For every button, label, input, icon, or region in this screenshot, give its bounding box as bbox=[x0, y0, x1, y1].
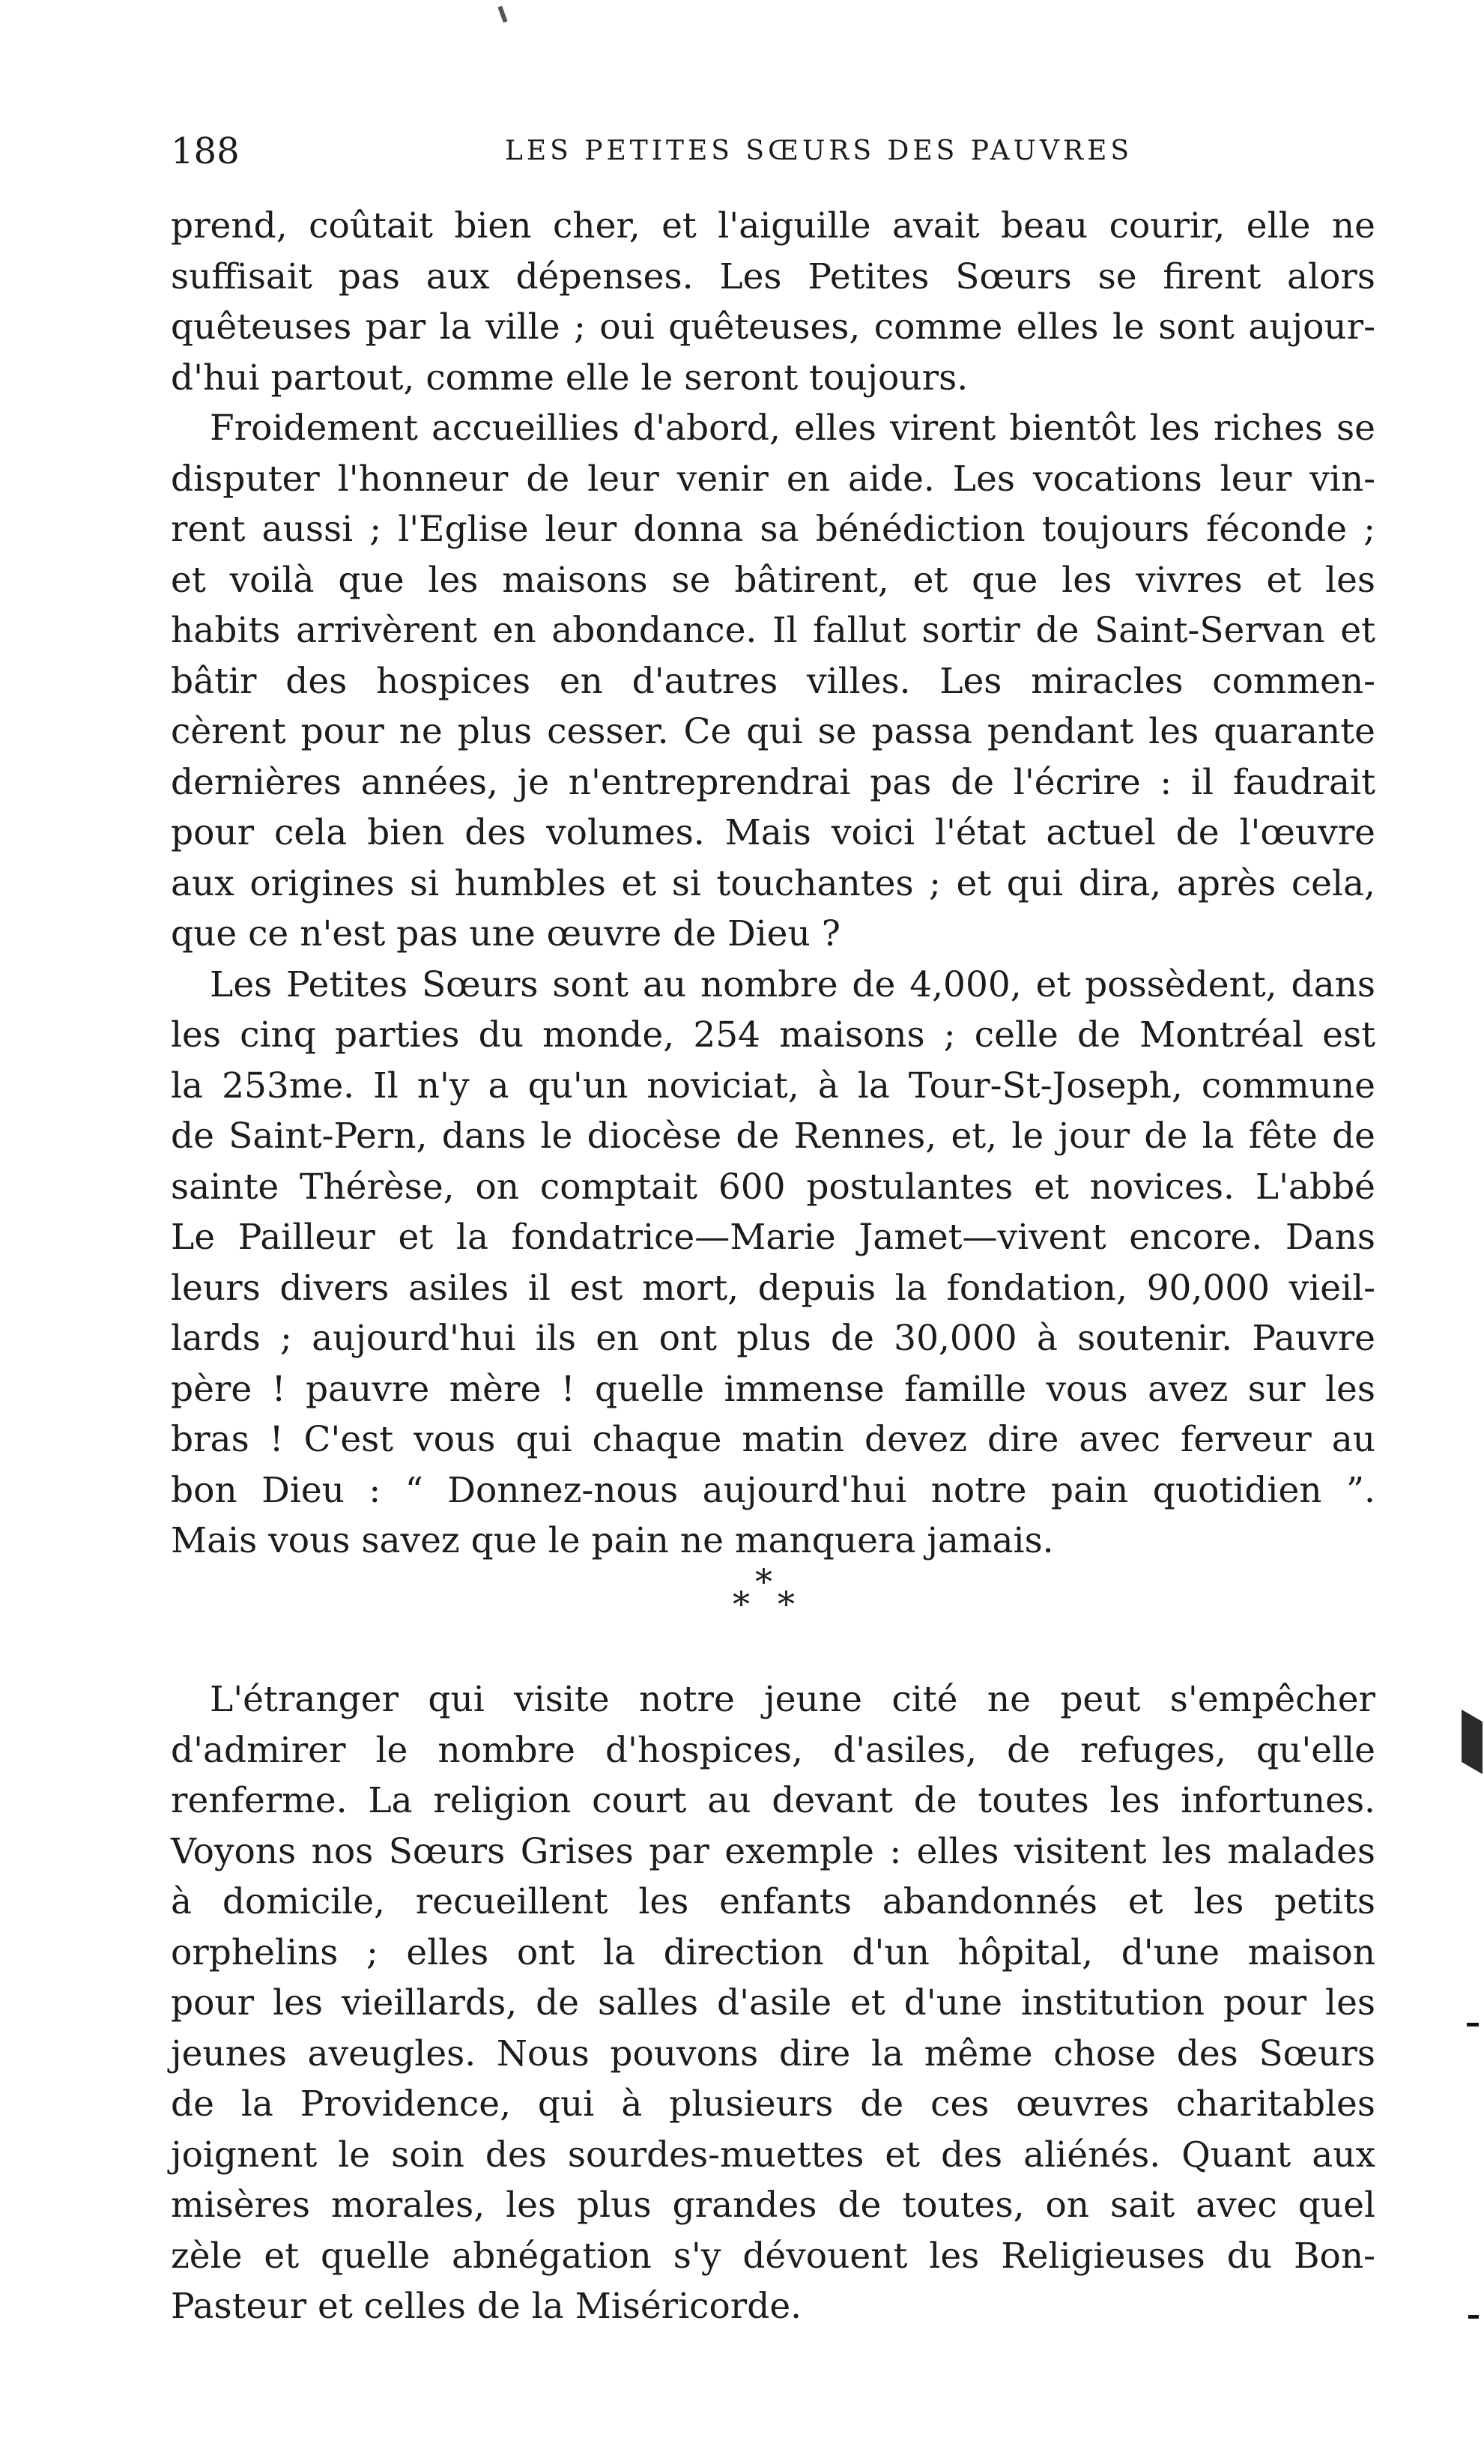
paragraph-4 bbox=[171, 1674, 1375, 2332]
text-line: de la Providence, qui à plusieurs de ces œuvres charitables bbox=[171, 2083, 1375, 2125]
text-line: Les Petites Sœurs sont au nombre de 4,000, et possèdent, dans bbox=[210, 963, 1375, 1005]
text-line: bras ! C'est vous qui chaque matin devez dire avec ferveur au bbox=[171, 1419, 1375, 1460]
text-line: à domicile, recueillent les enfants abandonnés et les petits bbox=[171, 1881, 1375, 1922]
text-line: d'admirer le nombre d'hospices, d'asiles, de refuges, qu'elle bbox=[171, 1729, 1375, 1771]
text-line: leurs divers asiles il est mort, depuis la fondation, 90,000 vieil- bbox=[171, 1267, 1375, 1309]
text-line: cèrent pour ne plus cesser. Ce qui se passa pendant les quarante bbox=[171, 711, 1375, 752]
text-line: père ! pauvre mère ! quelle immense famille vous avez sur les bbox=[171, 1368, 1375, 1410]
asterism-star: * bbox=[755, 1561, 772, 1602]
text-line: et voilà que les maisons se bâtirent, et que les vivres et les bbox=[171, 559, 1375, 601]
running-title: LES PETITES SŒURS DES PAUVRES bbox=[504, 136, 1133, 166]
text-line: renferme. La religion court au devant de toutes les infortunes. bbox=[171, 1780, 1375, 1821]
paragraph-1 bbox=[171, 201, 1375, 403]
text-line: de Saint-Pern, dans le diocèse de Rennes, et, le jour de la fête de bbox=[171, 1116, 1375, 1157]
scan-edge-mark bbox=[1462, 1710, 1483, 1774]
asterism-star: * bbox=[778, 1584, 795, 1624]
text-line: aux origines si humbles et si touchantes ; et qui dira, après cela, bbox=[171, 862, 1375, 904]
text-line: Pasteur et celles de la Miséricorde. bbox=[171, 2286, 802, 2327]
text-line: rent aussi ; l'Eglise leur donna sa bénédiction toujours féconde ; bbox=[171, 509, 1375, 550]
body-text bbox=[171, 201, 1375, 1567]
text-line: pour cela bien des volumes. Mais voici l'état actuel de l'œuvre bbox=[171, 812, 1375, 853]
text-line: prend, coûtait bien cher, et l'aiguille avait beau courir, elle ne bbox=[171, 205, 1375, 246]
text-line: Voyons nos Sœurs Grises par exemple : elles visitent les malades bbox=[171, 1830, 1375, 1872]
text-line: Le Pailleur et la fondatrice—Marie Jamet—vivent encore. Dans bbox=[171, 1217, 1375, 1258]
text-line: joignent le soin des sourdes-muettes et des aliénés. Quant aux bbox=[171, 2134, 1375, 2176]
text-line: misères morales, les plus grandes de toutes, on sait avec quel bbox=[171, 2185, 1375, 2226]
paragraph-2 bbox=[171, 403, 1375, 960]
asterism-separator bbox=[719, 1561, 824, 1647]
text-line: quêteuses par la ville ; oui quêteuses, comme elles le sont aujour- bbox=[171, 306, 1375, 348]
scan-edge-mark bbox=[1468, 2315, 1479, 2319]
paragraph-3 bbox=[171, 960, 1375, 1567]
print-speck bbox=[497, 6, 507, 23]
text-line: lards ; aujourd'hui ils en ont plus de 30,000 à soutenir. Pauvre bbox=[171, 1318, 1375, 1359]
text-line: disputer l'honneur de leur venir en aide. Les vocations leur vin- bbox=[171, 458, 1375, 500]
asterism-star: * bbox=[733, 1584, 750, 1624]
text-line: jeunes aveugles. Nous pouvons dire la même chose des Sœurs bbox=[171, 2032, 1375, 2074]
text-line: bon Dieu : “ Donnez-nous aujourd'hui notre pain quotidien ”. bbox=[171, 1469, 1375, 1511]
text-line: Froidement accueillies d'abord, elles virent bientôt les riches se bbox=[210, 408, 1375, 449]
text-line: pour les vieillards, de salles d'asile et d'une institution pour les bbox=[171, 1982, 1375, 2023]
text-line: dernières années, je n'entreprendrai pas de l'écrire : il faudrait bbox=[171, 761, 1375, 803]
text-line: zèle et quelle abnégation s'y dévouent les Religieuses du Bon- bbox=[171, 2235, 1375, 2277]
text-line: habits arrivèrent en abondance. Il fallut sortir de Saint-Servan et bbox=[171, 610, 1375, 651]
text-line: bâtir des hospices en d'autres villes. Les miracles commen- bbox=[171, 660, 1375, 702]
text-line: les cinq parties du monde, 254 maisons ; celle de Montréal est bbox=[171, 1014, 1375, 1056]
page-number: 188 bbox=[171, 130, 240, 172]
text-line: d'hui partout, comme elle le seront toujours. bbox=[171, 357, 969, 399]
text-line: sainte Thérèse, on comptait 600 postulantes et novices. L'abbé bbox=[171, 1166, 1375, 1208]
page-header bbox=[171, 129, 1377, 174]
text-line: suffisait pas aux dépenses. Les Petites Sœurs se firent alors bbox=[171, 255, 1375, 297]
text-line: orphelins ; elles ont la direction d'un hôpital, d'une maison bbox=[171, 1931, 1375, 1973]
text-line: L'étranger qui visite notre jeune cité ne peut s'empêcher bbox=[210, 1679, 1375, 1720]
text-line: que ce n'est pas une œuvre de Dieu ? bbox=[171, 913, 841, 954]
text-line: la 253me. Il n'y a qu'un noviciat, à la Tour-St-Joseph, commune bbox=[171, 1065, 1375, 1107]
text-line: Mais vous savez que le pain ne manquera jamais. bbox=[171, 1520, 1054, 1561]
scan-edge-mark bbox=[1467, 2023, 1479, 2026]
